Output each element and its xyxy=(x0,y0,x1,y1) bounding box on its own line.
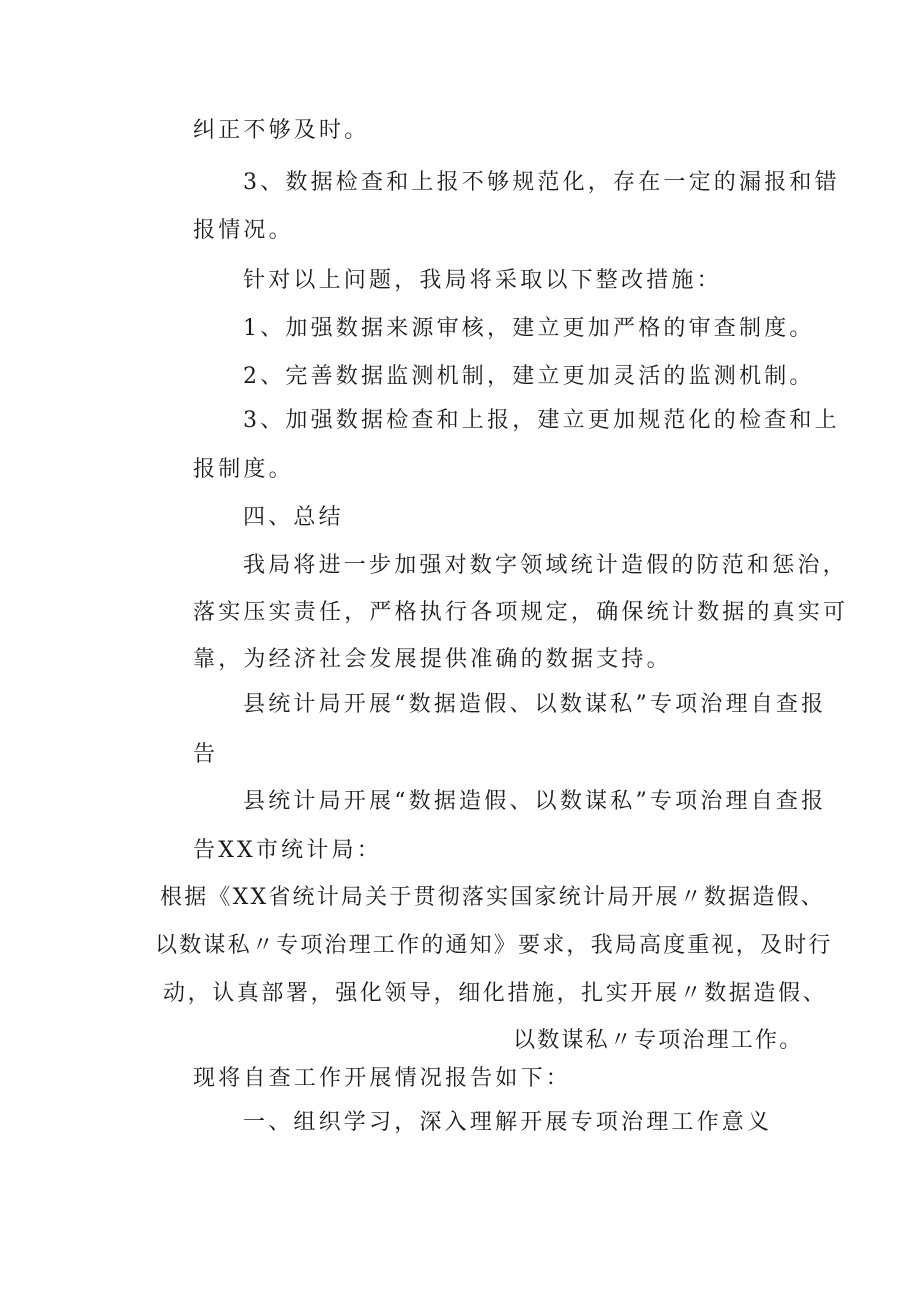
paragraph-line: 以数谋私〃专项治理工作。 xyxy=(513,1028,804,1053)
list-item: 3、加强数据检查和上报，建立更加规范化的检查和上 xyxy=(243,408,840,433)
paragraph-line: 根据《XX省统计局关于贯彻落实国家统计局开展〃数据造假、 xyxy=(160,885,825,910)
list-item: 2、完善数据监测机制，建立更加灵活的监测机制。 xyxy=(243,364,815,389)
paragraph-line: 靠，为经济社会发展提供准确的数据支持。 xyxy=(193,647,672,672)
paragraph-line: 落实压实责任，严格执行各项规定，确保统计数据的真实可 xyxy=(193,600,849,625)
list-item: 1、加强数据来源审核，建立更加严格的审查制度。 xyxy=(243,316,815,341)
report-title-line: 告 xyxy=(193,742,219,767)
addressee-line: 告XX市统计局： xyxy=(193,838,382,863)
report-title-line: 县统计局开展“数据造假、以数谋私”专项治理自查报 xyxy=(243,692,827,717)
paragraph-line: 动，认真部署，强化领导，细化措施，扎实开展〃数据造假、 xyxy=(163,981,828,1006)
paragraph-line: 现将自查工作开展情况报告如下： xyxy=(193,1066,572,1091)
paragraph-line: 3、数据检查和上报不够规范化，存在一定的漏报和错 xyxy=(243,170,840,195)
section-heading: 一、组织学习，深入理解开展专项治理工作意义 xyxy=(243,1110,773,1135)
paragraph-line: 我局将进一步加强对数字领域统计造假的防范和惩治， xyxy=(243,553,848,578)
paragraph-line: 报情况。 xyxy=(193,218,294,243)
paragraph-line: 纠正不够及时。 xyxy=(193,118,370,143)
paragraph-line: 针对以上问题，我局将采取以下整改措施： xyxy=(243,268,722,293)
section-heading: 四、总结 xyxy=(243,505,344,530)
paragraph-line: 以数谋私〃专项治理工作的通知》要求，我局高度重视，及时行 xyxy=(155,933,833,958)
report-title-line: 县统计局开展“数据造假、以数谋私”专项治理自查报 xyxy=(243,789,827,814)
paragraph-line: 报制度。 xyxy=(193,457,294,482)
